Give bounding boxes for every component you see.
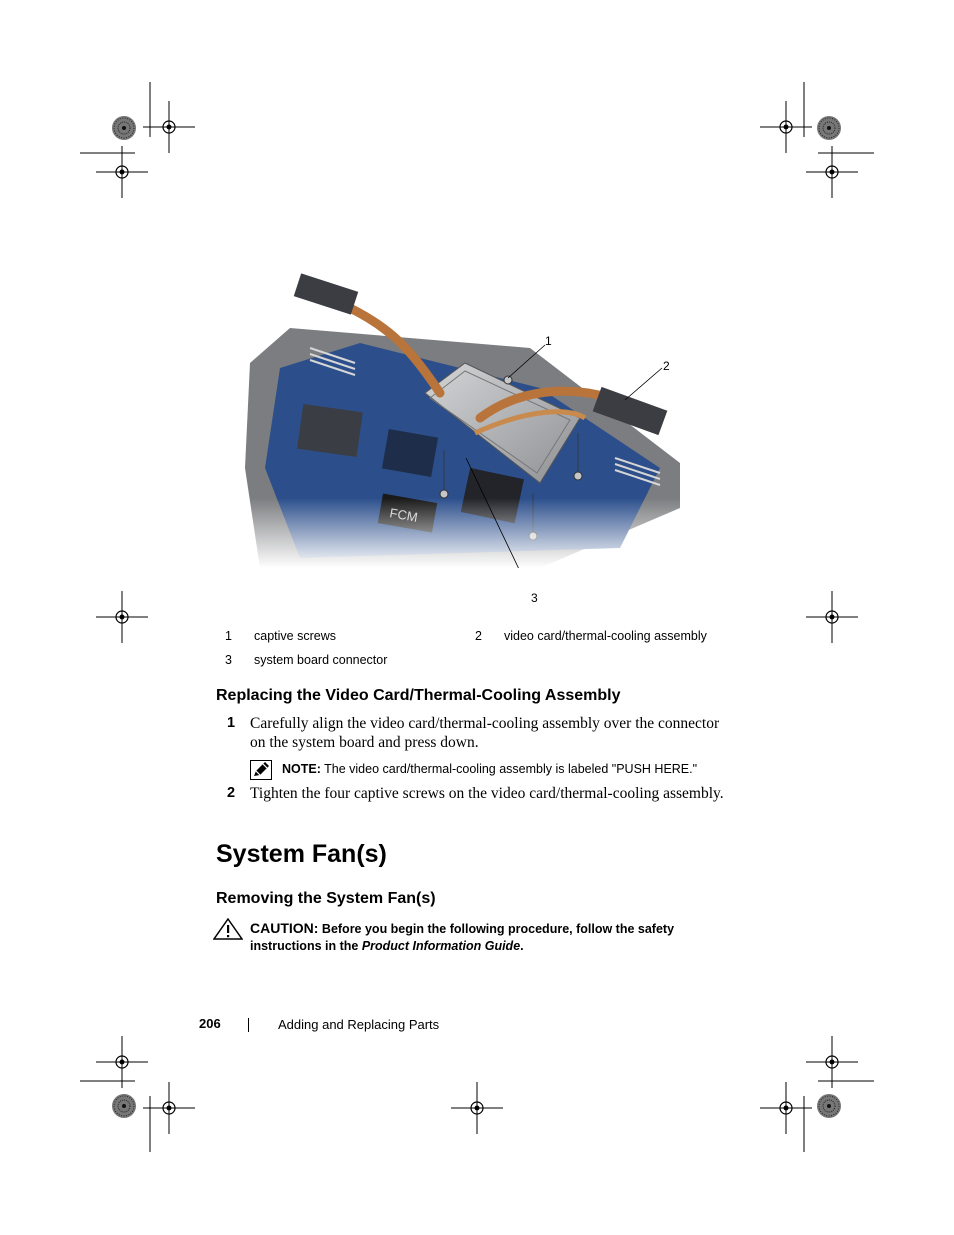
caution-label: CAUTION: (250, 920, 319, 936)
section-heading-removing: Removing the System Fan(s) (216, 890, 436, 907)
crop-mark-top-left (80, 82, 195, 198)
legend-num-1: 1 (225, 629, 232, 643)
crop-mark-middle-left (96, 591, 148, 643)
chapter-title: System Fan(s) (216, 840, 387, 868)
crop-mark-top-right (760, 82, 874, 198)
section-heading-replacing: Replacing the Video Card/Thermal-Cooling Assembly (216, 687, 621, 704)
step-number-2: 2 (227, 785, 236, 801)
legend-label-1: captive screws (254, 629, 336, 643)
page-number: 206 (199, 1016, 221, 1031)
captive-screw (574, 472, 582, 480)
step-text-2: Tighten the four captive screws on the video card/thermal-cooling assembly. (250, 785, 724, 802)
crop-mark-bottom-right (760, 1036, 874, 1152)
legend-num-3: 3 (225, 653, 232, 667)
note-body: The video card/thermal-cooling assembly is labeled "PUSH HERE." (320, 762, 698, 776)
crop-mark-bottom-center (451, 1082, 503, 1134)
crop-mark-bottom-left (80, 1036, 195, 1152)
callout-1: 1 (545, 334, 552, 348)
caution-guide-title: Product Information Guide (361, 939, 521, 953)
note-pencil-icon (250, 760, 272, 780)
callout-3: 3 (531, 591, 538, 605)
note-label: NOTE: (282, 762, 321, 776)
caution-text (250, 920, 710, 955)
footer-divider (248, 1018, 249, 1032)
heatsink-fin-left (294, 273, 358, 314)
video-card-illustration (240, 268, 700, 573)
crop-mark-middle-right (806, 591, 858, 643)
caution-end: . (520, 939, 524, 953)
callout-2: 2 (663, 359, 670, 373)
footer-section-title: Adding and Replacing Parts (278, 1017, 440, 1032)
step-text-1: Carefully align the video card/thermal-cooling assembly over the connector on the system board and press down. (250, 715, 720, 751)
caution-warning-icon (213, 918, 243, 940)
legend-label-2: video card/thermal-cooling assembly (504, 629, 707, 643)
legend-num-2: 2 (475, 629, 482, 643)
legend-label-3: system board connector (254, 653, 388, 667)
note-text (282, 762, 697, 776)
captive-screw (504, 376, 512, 384)
caution-body: Before you begin the following procedure, follow the safety instructions in the (250, 922, 675, 953)
step-number-1: 1 (227, 715, 236, 731)
captive-screw (440, 490, 448, 498)
